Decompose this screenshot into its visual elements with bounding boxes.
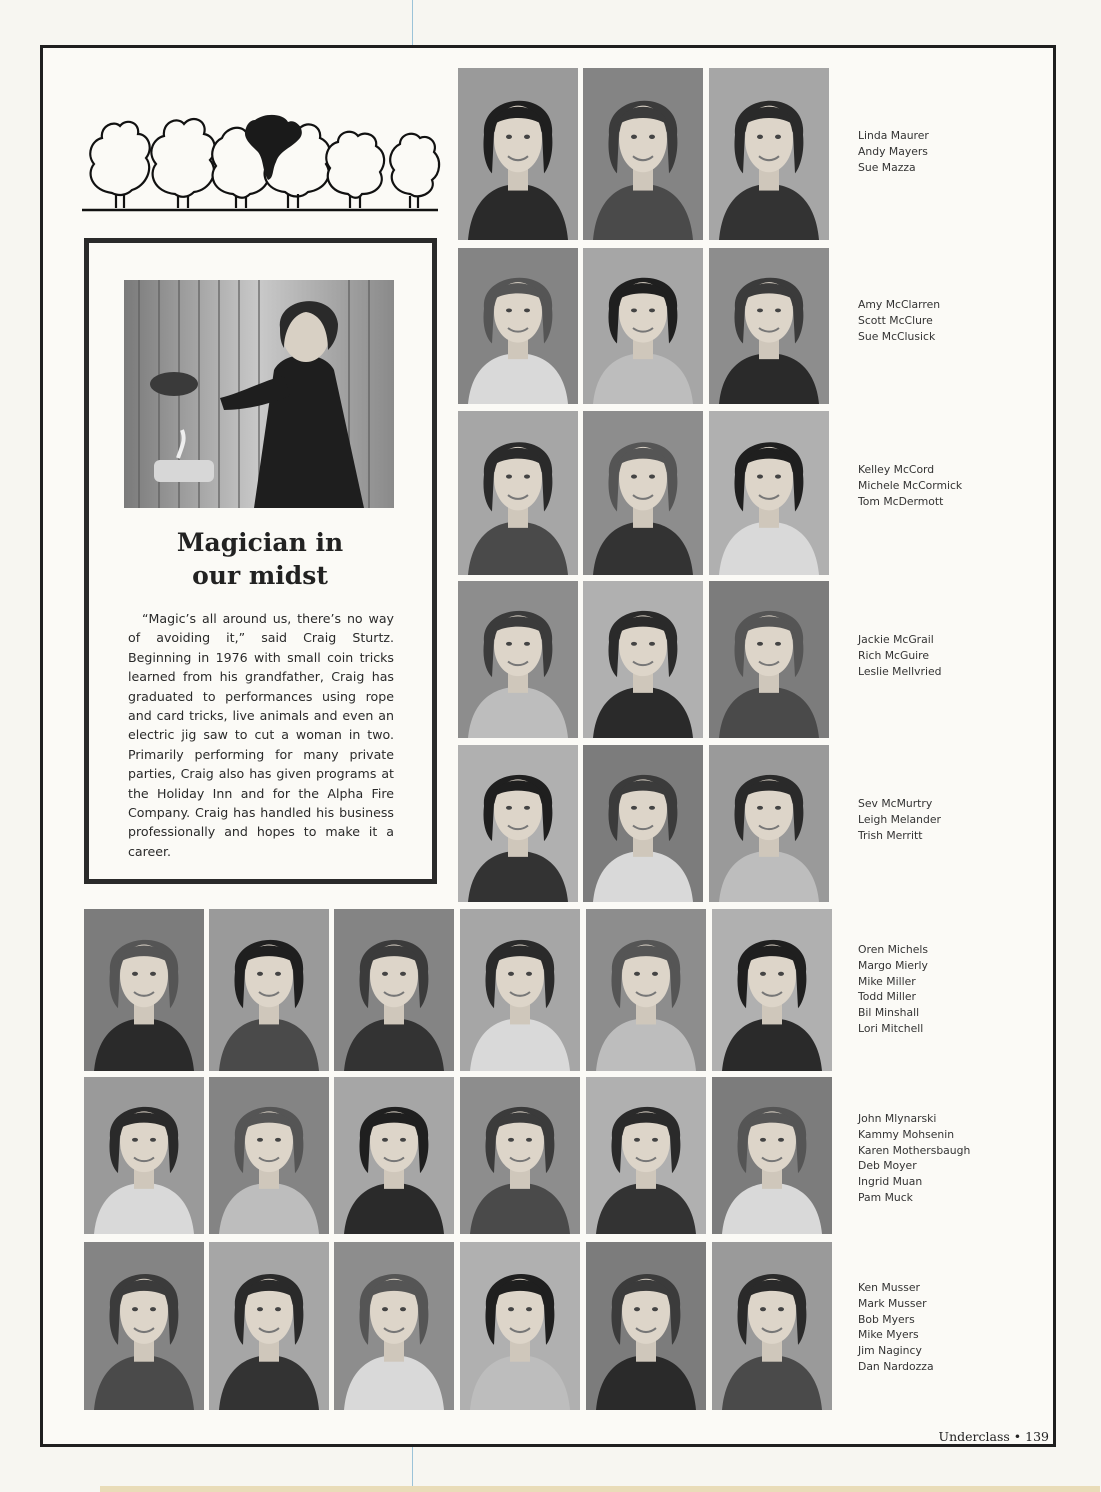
name-group-5 bbox=[858, 796, 941, 843]
student-name: Kammy Mohsenin bbox=[858, 1127, 955, 1141]
page-number: 139 bbox=[1025, 1429, 1049, 1444]
page-footer bbox=[939, 1429, 1049, 1444]
student-portrait bbox=[460, 1077, 580, 1234]
feature-headline-line-2: our midst bbox=[192, 561, 328, 590]
student-name: Jim Nagincy bbox=[858, 1344, 922, 1358]
student-portrait bbox=[583, 411, 703, 575]
student-name: Bob Myers bbox=[858, 1312, 915, 1326]
student-portrait bbox=[709, 581, 829, 738]
student-portrait bbox=[334, 1077, 454, 1234]
section-label: Underclass bbox=[938, 1429, 1010, 1444]
student-portrait bbox=[712, 1077, 832, 1234]
student-portrait bbox=[334, 909, 454, 1071]
student-name: Rich McGuire bbox=[858, 648, 930, 662]
student-portrait bbox=[709, 248, 829, 404]
student-name: Kelley McCord bbox=[858, 463, 935, 476]
student-name: Andy Mayers bbox=[858, 144, 928, 158]
student-name: Todd Miller bbox=[858, 990, 916, 1004]
student-portrait bbox=[209, 1077, 329, 1234]
student-name: Pam Muck bbox=[858, 1190, 913, 1204]
scan-edge-strip bbox=[100, 1486, 1100, 1492]
student-name: Linda Maurer bbox=[858, 129, 929, 142]
student-portrait bbox=[586, 909, 706, 1071]
name-group-6 bbox=[858, 942, 928, 1037]
student-name: Sev McMurtry bbox=[858, 797, 933, 810]
student-portrait bbox=[460, 909, 580, 1071]
student-name: Lori Mitchell bbox=[858, 1021, 924, 1035]
student-name: Sue Mazza bbox=[858, 160, 916, 174]
tree-row-illustration bbox=[80, 108, 442, 218]
student-portrait bbox=[458, 581, 578, 738]
name-group-4 bbox=[858, 632, 941, 679]
student-name: Deb Moyer bbox=[858, 1159, 917, 1173]
student-name: Sue McClusick bbox=[858, 329, 936, 343]
student-portrait bbox=[458, 411, 578, 575]
student-portrait bbox=[586, 1077, 706, 1234]
magician-photo bbox=[124, 280, 394, 508]
student-name: Leslie Mellvried bbox=[858, 664, 942, 678]
name-group-8 bbox=[858, 1280, 934, 1375]
student-portrait bbox=[583, 745, 703, 902]
student-name: Tom McDermott bbox=[858, 494, 944, 508]
student-name: Bil Minshall bbox=[858, 1006, 920, 1020]
student-portrait bbox=[586, 1242, 706, 1410]
student-name: Leigh Melander bbox=[858, 812, 941, 826]
student-name: Ingrid Muan bbox=[858, 1175, 923, 1189]
student-name: Dan Nardozza bbox=[858, 1359, 934, 1373]
student-portrait bbox=[709, 68, 829, 240]
student-portrait bbox=[334, 1242, 454, 1410]
name-group-3 bbox=[858, 462, 962, 509]
student-name: Jackie McGrail bbox=[858, 633, 934, 646]
student-name: John Mlynarski bbox=[858, 1112, 937, 1125]
student-portrait bbox=[583, 248, 703, 404]
student-portrait bbox=[84, 1077, 204, 1234]
student-portrait bbox=[458, 745, 578, 902]
student-portrait bbox=[460, 1242, 580, 1410]
student-portrait bbox=[712, 1242, 832, 1410]
student-name: Ken Musser bbox=[858, 1281, 920, 1294]
student-name: Oren Michels bbox=[858, 943, 928, 956]
student-portrait bbox=[712, 909, 832, 1071]
student-name: Mike Myers bbox=[858, 1328, 919, 1342]
student-portrait bbox=[209, 909, 329, 1071]
student-portrait bbox=[709, 745, 829, 902]
student-portrait bbox=[709, 411, 829, 575]
student-name: Michele McCormick bbox=[858, 478, 963, 492]
student-portrait bbox=[458, 68, 578, 240]
student-portrait bbox=[583, 581, 703, 738]
student-name: Mark Musser bbox=[858, 1296, 927, 1310]
name-group-7 bbox=[858, 1111, 970, 1206]
student-portrait bbox=[458, 248, 578, 404]
student-name: Amy McClarren bbox=[858, 298, 941, 311]
student-name: Mike Miller bbox=[858, 974, 916, 988]
student-portrait bbox=[84, 1242, 204, 1410]
name-group-1 bbox=[858, 128, 929, 175]
student-name: Scott McClure bbox=[858, 313, 933, 327]
student-name: Trish Merritt bbox=[858, 828, 923, 842]
feature-story-text: “Magic’s all around us, there’s no way of avoiding it,” said Craig Sturtz. Beginning in 1976 with small coin tricks learned from his grandfather, Craig has graduated to performances using rope and card tricks, live animals and even an electric jig saw to cut a woman in two. Primarily performing for many private parties, Craig also has given programs at the Holiday Inn and for the Alpha Fire Company. Craig has handled his business professionally and hopes to make it a career. bbox=[128, 611, 394, 859]
student-portrait bbox=[84, 909, 204, 1071]
student-name: Karen Mothersbaugh bbox=[858, 1143, 971, 1157]
name-group-2 bbox=[858, 297, 940, 344]
student-name: Margo Mierly bbox=[858, 958, 928, 972]
student-portrait bbox=[209, 1242, 329, 1410]
student-portrait bbox=[583, 68, 703, 240]
feature-headline-line-1: Magician in bbox=[176, 528, 344, 557]
feature-headline bbox=[110, 526, 410, 592]
footer-bullet: • bbox=[1013, 1429, 1022, 1444]
